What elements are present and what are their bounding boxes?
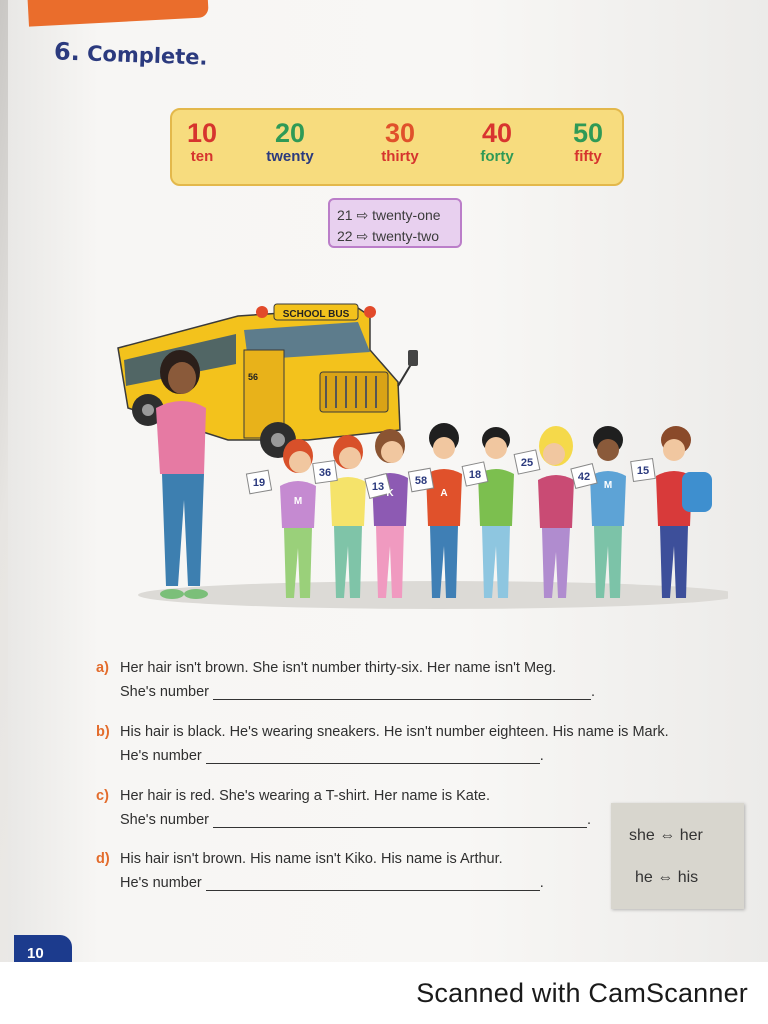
- number-card-label: 19: [252, 477, 266, 489]
- number-word-item: [355, 118, 445, 166]
- answer-line[interactable]: [206, 876, 540, 891]
- child-figure: [372, 429, 408, 598]
- number-word: forty: [480, 148, 514, 165]
- number-word: fifty: [574, 148, 602, 165]
- bag-letter: K: [386, 488, 394, 499]
- question-d: [96, 851, 544, 891]
- bag-letter: M: [603, 480, 613, 491]
- answer-end: .: [539, 748, 544, 764]
- question-letter: b): [96, 724, 110, 740]
- numeral: 30: [384, 118, 416, 148]
- numeral: 50: [572, 118, 604, 148]
- question-clue: Her hair is red. She's wearing a T-shirt. Her name is Kate.: [120, 788, 490, 804]
- question-clue: His hair is black. He's wearing sneakers. He isn't number eighteen. His name is Mark.: [120, 724, 669, 740]
- number-word-item: [157, 118, 247, 166]
- number-card-label: 13: [371, 481, 385, 493]
- question-letter: d): [96, 851, 110, 867]
- bus-sign: SCHOOL BUS: [282, 309, 350, 320]
- exercise-number: 6.: [53, 37, 81, 67]
- number-card-label: 18: [468, 469, 482, 481]
- question-clue: Her hair isn't brown. She isn't number thirty-six. Her name isn't Meg.: [120, 660, 557, 676]
- child-figure: [426, 423, 462, 598]
- question-letter: c): [96, 788, 109, 804]
- child-figure: [590, 426, 626, 598]
- number-word: twenty: [266, 148, 314, 165]
- answer-line[interactable]: [213, 685, 591, 700]
- exercise-heading: [54, 37, 208, 70]
- number-word-item: [245, 118, 335, 166]
- answer-prefix: He's number: [120, 875, 202, 891]
- example-line: 22 ⇨ twenty-two: [337, 228, 439, 244]
- answer-end: .: [591, 684, 596, 700]
- number-word-item: [452, 118, 542, 166]
- question-c: [96, 788, 591, 828]
- pronoun-pair: she ⇔ her: [629, 827, 703, 844]
- orange-header-strip: [27, 0, 209, 27]
- number-words-box: [170, 108, 624, 186]
- child-figure: [478, 427, 514, 598]
- answer-prefix: She's number: [120, 812, 210, 828]
- question-b: [96, 724, 669, 764]
- answer-prefix: He's number: [120, 748, 202, 764]
- bag-letter: M: [293, 496, 303, 507]
- child-figure: [280, 439, 316, 598]
- number-word-item: [543, 118, 633, 166]
- child-figure: [538, 426, 574, 598]
- question-clue: His hair isn't brown. His name isn't Kiko. His name is Arthur.: [120, 851, 503, 867]
- school-bus-illustration: [108, 290, 728, 620]
- pronoun-hint-box: [611, 803, 744, 909]
- answer-end: .: [539, 875, 544, 891]
- answer-line[interactable]: [206, 749, 540, 764]
- question-letter: a): [96, 660, 109, 676]
- bus-number: 56: [248, 372, 259, 382]
- number-word: thirty: [381, 148, 419, 165]
- numeral: 40: [481, 118, 513, 148]
- number-card-label: 15: [636, 465, 650, 477]
- number-card-label: 42: [577, 471, 591, 483]
- child-figure: [656, 426, 712, 598]
- workbook-page: [8, 0, 768, 962]
- page-number: 10: [14, 935, 72, 962]
- example-line: 21 ⇨ twenty-one: [337, 207, 441, 223]
- scanner-footer: Scanned with CamScanner: [416, 978, 748, 1008]
- number-card-label: 58: [414, 475, 428, 487]
- child-figure: [330, 435, 366, 598]
- question-a: [96, 660, 595, 700]
- number-card-label: 36: [318, 467, 332, 479]
- examples-box: [328, 198, 462, 248]
- numeral: 10: [186, 118, 218, 148]
- answer-prefix: She's number: [120, 684, 210, 700]
- pronoun-pair: he ⇔ his: [635, 869, 699, 886]
- answer-line[interactable]: [213, 813, 587, 828]
- number-card-label: 25: [520, 457, 534, 469]
- answer-end: .: [587, 812, 592, 828]
- number-word: ten: [190, 148, 214, 165]
- bag-letter: A: [440, 488, 448, 499]
- numeral: 20: [274, 118, 306, 148]
- exercise-title: Complete.: [86, 41, 208, 70]
